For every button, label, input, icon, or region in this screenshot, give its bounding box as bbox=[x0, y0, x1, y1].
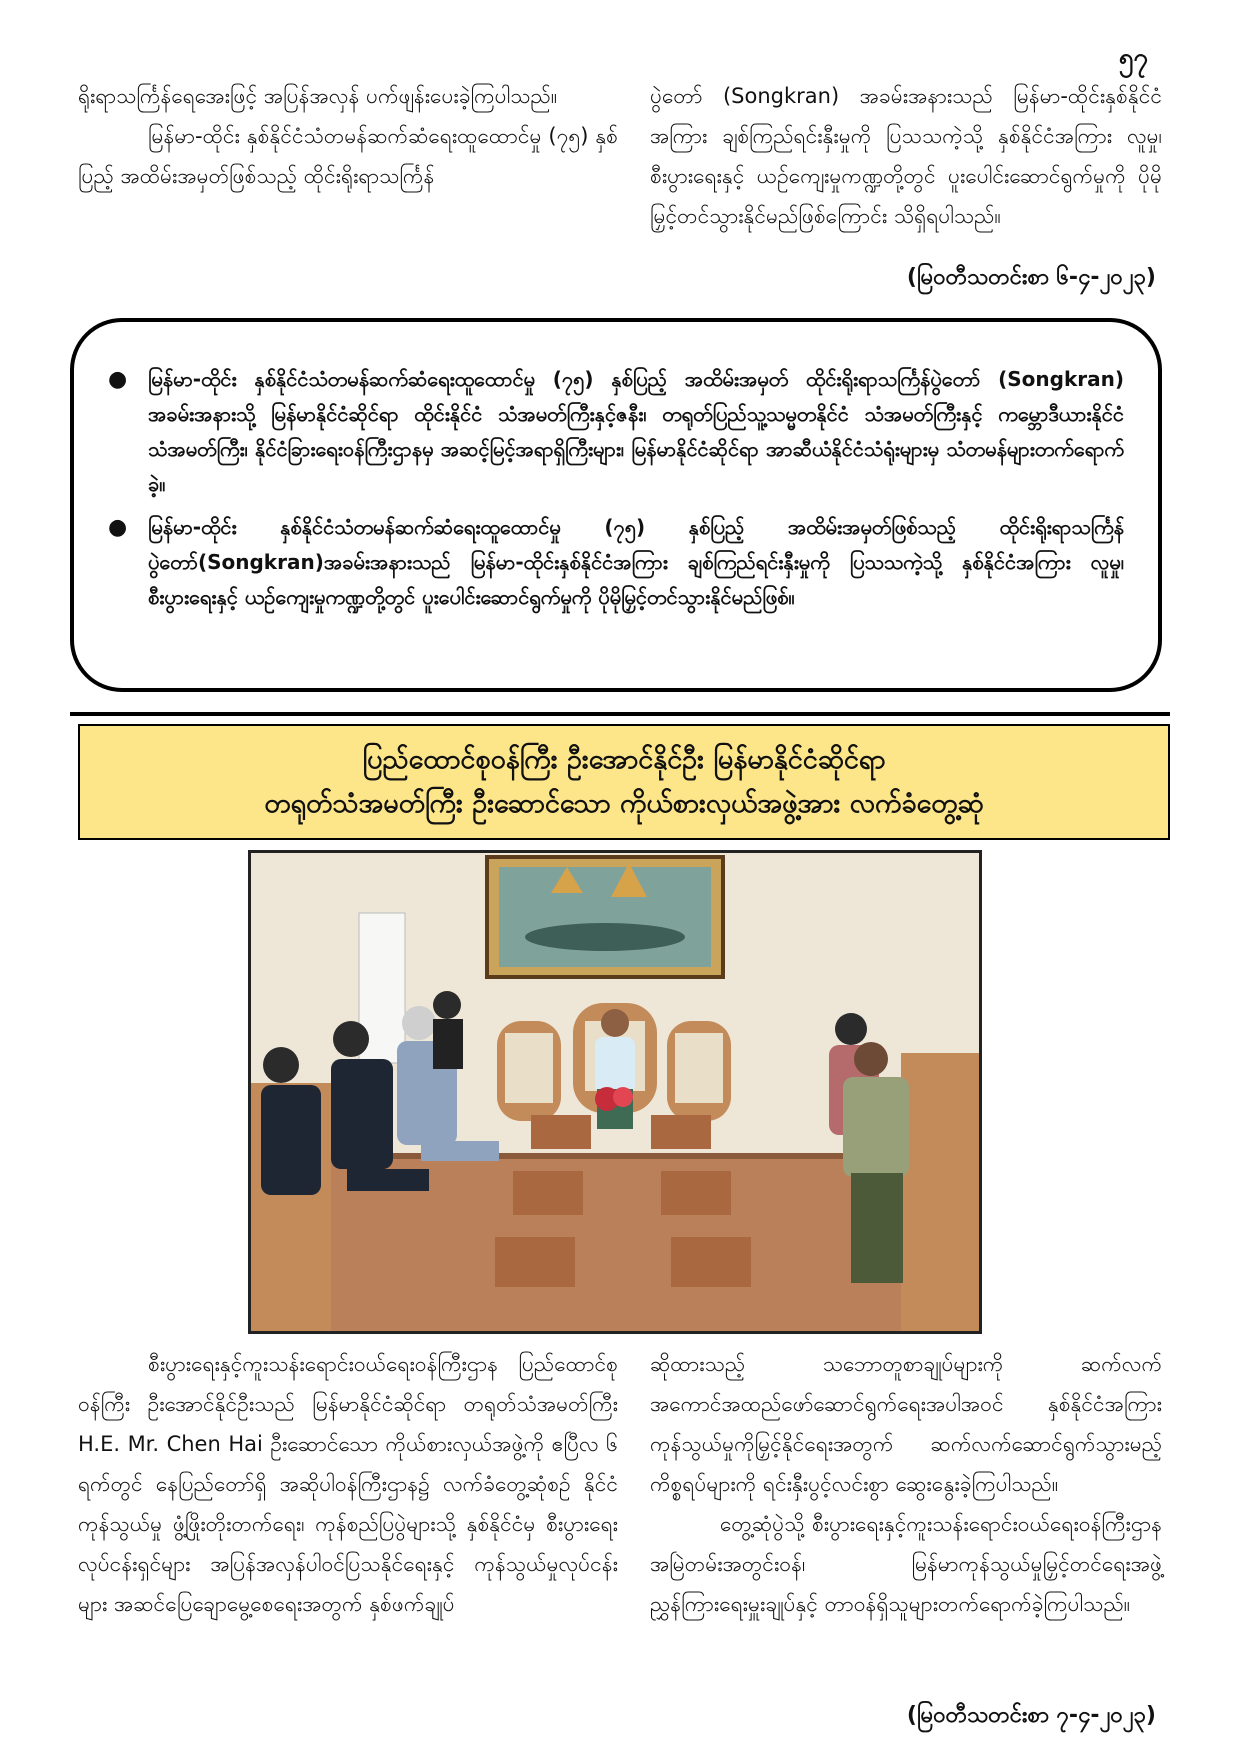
page-number: ၅၇ bbox=[1118, 43, 1148, 73]
summary-bullet-text: မြန်မာ-ထိုင်း နှစ်နိုင်ငံသံတမန်ဆက်ဆံရေးထူထောင်မှု (၇၅) နှစ်ပြည့် အထိမ်းအမှတ်ဖြစ်သည့် ထိုင်းရိုးရာသင်္ကြန်ပွဲတော်(Songkran)အခမ်းအနားသည် မြန်မာ-ထိုင်းနှစ်နိုင်ငံအကြား ချစ်ကြည်ရင်းနှီးမှုကို ပြသသကဲ့သို့ နှစ်နိုင်ငံအကြား လူမှု၊ စီးပွားရေးနှင့် ယဉ်ကျေးမှုကဏ္ဍတို့တွင် ပူးပေါင်းဆောင်ရွက်မှုကို ပိုမိုမြှင့်တင်သွားနိုင်မည်ဖြစ်။ bbox=[148, 515, 1124, 609]
top-article-right-paragraph-1: ပွဲတော် (Songkran) အခမ်းအနားသည် မြန်မာ-ထိုင်းနှစ်နိုင်ငံ အကြား ချစ်ကြည်ရင်းနှီးမှုကို ပြသသကဲ့သို့ နှစ်နိုင်ငံအကြား လူမှု၊ စီးပွားရေးနှင့် ယဉ်ကျေးမှုကဏ္ဍတို့တွင် ပူးပေါင်းဆောင်ရွက်မှုကို ပိုမိုမြှင့်တင်သွားနိုင်မည်ဖြစ်ကြောင်း သိရှိရပါသည်။ bbox=[650, 84, 1162, 228]
bottom-article-right-paragraph-2: တွေ့ဆုံပွဲသို့ စီးပွားရေးနှင့်ကူးသန်းရောင်းဝယ်ရေးဝန်ကြီးဌာန အမြဲတမ်းအတွင်းဝန်၊ မြန်မာကုန်သွယ်မှုမြှင့်တင်ရေးအဖွဲ့ ညွှန်ကြားရေးမှူးချုပ်နှင့် တာဝန်ရှိသူများတက်ရောက်ခဲ့ကြပါသည်။ bbox=[650, 1512, 1162, 1616]
summary-box bbox=[70, 318, 1162, 692]
headline-line-1: ပြည်ထောင်စုဝန်ကြီး ဦးအောင်နိုင်ဦး မြန်မာနိုင်ငံဆိုင်ရာ bbox=[362, 744, 886, 775]
bullet-icon: ● bbox=[108, 515, 128, 540]
article-headline bbox=[78, 724, 1170, 840]
headline-line-2: တရုတ်သံအမတ်ကြီး ဦးဆောင်သော ကိုယ်စားလှယ်အဖွဲ့အား လက်ခံတွေ့ဆုံ bbox=[264, 788, 984, 819]
bottom-article-left-paragraph-1: စီးပွားရေးနှင့်ကူးသန်းရောင်းဝယ်ရေးဝန်ကြီးဌာန ပြည်ထောင်စုဝန်ကြီး ဦးအောင်နိုင်ဦးသည် မြန်မာနိုင်ငံဆိုင်ရာ တရုတ်သံအမတ်ကြီး H.E. Mr. Chen Hai ဦးဆောင်သော ကိုယ်စားလှယ်အဖွဲ့ကို ဧပြီလ ၆ ရက်တွင် နေပြည်တော်ရှိ အဆိုပါဝန်ကြီးဌာန၌ လက်ခံတွေ့ဆုံစဉ် နိုင်ငံကုန်သွယ်မှု ဖွံ့ဖြိုးတိုးတက်ရေး၊ ကုန်စည်ပြပွဲများသို့ နှစ်နိုင်ငံမှ စီးပွားရေးလုပ်ငန်းရှင်များ အပြန်အလှန်ပါဝင်ပြသနိုင်ရေးနှင့် ကုန်သွယ်မှုလုပ်ငန်းများ အဆင်ပြေချောမွေ့စေရေးအတွက် နှစ်ဖက်ချုပ် bbox=[78, 1352, 618, 1616]
summary-bullet-item bbox=[108, 362, 1124, 502]
summary-bullet-text: မြန်မာ-ထိုင်း နှစ်နိုင်ငံသံတမန်ဆက်ဆံရေးထူထောင်မှု (၇၅) နှစ်ပြည့် အထိမ်းအမှတ် ထိုင်းရိုးရာသင်္ကြန်ပွဲတော် (Songkran) အခမ်းအနားသို့ မြန်မာနိုင်ငံဆိုင်ရာ ထိုင်းနိုင်ငံ သံအမတ်ကြီးနှင့်ဇနီး၊ တရုတ်ပြည်သူ့သမ္မတနိုင်ငံ သံအမတ်ကြီးနှင့် ကမ္ဘောဒီယားနိုင်ငံသံအမတ်ကြီး၊ နိုင်ငံခြားရေးဝန်ကြီးဌာနမှ အဆင့်မြင့်အရာရှိကြီးများ၊ မြန်မာနိုင်ငံဆိုင်ရာ အာဆီယံနိုင်ငံသံရုံးများမှ သံတမန်များတက်ရောက်ခဲ့။ bbox=[148, 367, 1124, 496]
top-article-left-paragraph-1: ရိုးရာသင်္ကြန်ရေအေးဖြင့် အပြန်အလှန် ပက်ဖျန်းပေးခဲ့ကြပါသည်။ bbox=[78, 84, 558, 108]
summary-bullet-item bbox=[108, 510, 1124, 615]
bottom-article-left-column bbox=[78, 1344, 618, 1624]
top-article-right-column bbox=[650, 76, 1162, 236]
meeting-photo-illustration bbox=[251, 853, 979, 1331]
section-divider bbox=[70, 712, 1170, 716]
top-article-left-column bbox=[78, 76, 618, 196]
bottom-article-source: (မြဝတီသတင်းစာ ၇-၄-၂၀၂၃) bbox=[906, 1703, 1156, 1728]
bullet-icon: ● bbox=[108, 367, 128, 392]
top-article-source: (မြဝတီသတင်းစာ ၆-၄-၂၀၂၃) bbox=[906, 265, 1156, 290]
top-article-left-paragraph-2: မြန်မာ-ထိုင်း နှစ်နိုင်ငံသံတမန်ဆက်ဆံရေးထူထောင်မှု (၇၅) နှစ်ပြည့် အထိမ်းအမှတ်ဖြစ်သည့် ထိုင်းရိုးရာသင်္ကြန် bbox=[78, 124, 618, 188]
bottom-article-right-column bbox=[650, 1344, 1162, 1624]
bottom-article-right-paragraph-1: ဆိုထားသည့် သဘောတူစာချုပ်များကို ဆက်လက်အကောင်အထည်ဖော်ဆောင်ရွက်ရေးအပါအဝင် နှစ်နိုင်ငံအကြားကုန်သွယ်မှုကိုမြှင့်နိုင်ရေးအတွက် ဆက်လက်ဆောင်ရွက်သွားမည့် ကိစ္စရပ်များကို ရင်းနှီးပွင့်လင်းစွာ ဆွေးနွေးခဲ့ကြပါသည်။ bbox=[650, 1352, 1162, 1496]
meeting-photo bbox=[248, 850, 982, 1334]
